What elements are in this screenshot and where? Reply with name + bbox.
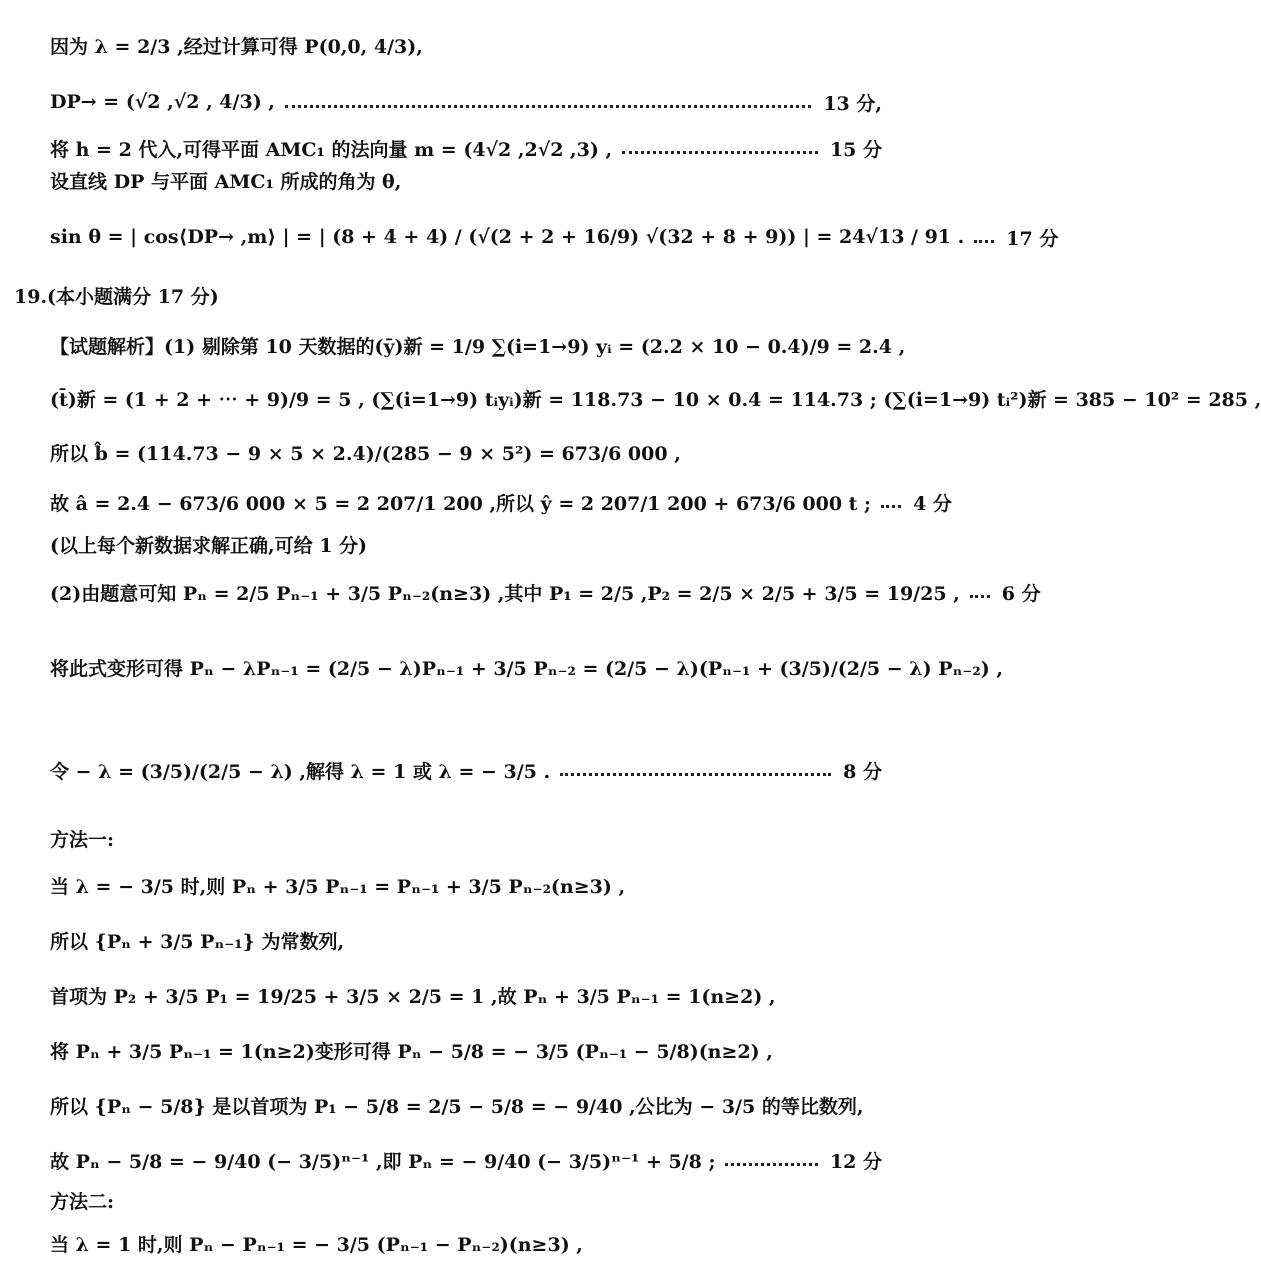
line-text: 令 − λ = (3/5)/(2/5 − λ) ,解得 λ = 1 或 λ = − 3/5 . (50, 760, 551, 783)
line-text: 【试题解析】(1) 剔除第 10 天数据的(ȳ)新 = 1/9 ∑(i=1→9) yᵢ = (2.2 × 10 − 0.4)/9 = 2.4 , (50, 335, 906, 358)
leader-dots (560, 773, 831, 776)
line-constant-sequence (0, 910, 900, 970)
line-text: 所以 {Pₙ − 5/8} 是以首项为 P₁ − 5/8 = 2/5 − 5/8 = − 9/40 ,公比为 − 3/5 的等比数列, (50, 1095, 864, 1118)
line-text: 方法二: (50, 1190, 115, 1213)
leader-dots (881, 505, 901, 508)
score-label: 13 分, (823, 92, 882, 115)
line-y-bar (0, 315, 906, 375)
leader-dots (974, 240, 994, 243)
line-text: 将此式变形可得 Pₙ − λPₙ₋₁ = (2/5 − λ)Pₙ₋₁ + 3/5 Pₙ₋₂ = (2/5 − λ)(Pₙ₋₁ + (3/5)/(2/5 − λ) Pₙ₋₂) , (50, 657, 1003, 680)
line-transform (0, 622, 1003, 712)
line-text: 首项为 P₂ + 3/5 P₁ = 19/25 + 3/5 × 2/5 = 1 ,故 Pₙ + 3/5 Pₙ₋₁ = 1(n≥2) , (50, 985, 776, 1008)
score-label: 12 分 (829, 1150, 882, 1173)
line-method2-case (0, 1213, 900, 1273)
line-sin-theta (0, 192, 1059, 282)
line-text: sin θ = | cos⟨DP→ ,m⟩ | = | (8 + 4 + 4) / (√(2 + 2 + 16/9) √(32 + 8 + 9)) | = 24√13 / 91 . (50, 226, 965, 248)
score-label: 6 分 (1001, 582, 1041, 605)
line-text: 故 â = 2.4 − 673/6 000 × 5 = 2 207/1 200 ,所以 ŷ = 2 207/1 200 + 673/6 000 t ; (50, 492, 872, 515)
line-text: 方法一: (50, 828, 115, 851)
leader-dots (725, 1163, 817, 1166)
method-one-heading (0, 818, 900, 858)
leader-dots (970, 595, 990, 598)
line-text: (2)由题意可知 Pₙ = 2/5 Pₙ₋₁ + 3/5 Pₙ₋₂(n≥3) ,其中 P₁ = 2/5 ,P₂ = 2/5 × 2/5 + 3/5 = 19/25 , (50, 582, 960, 605)
line-method1-case (0, 855, 900, 915)
line-text: (以上每个新数据求解正确,可给 1 分) (50, 534, 368, 557)
line-text: 将 Pₙ + 3/5 Pₙ₋₁ = 1(n≥2)变形可得 Pₙ − 5/8 = − 3/5 (Pₙ₋₁ − 5/8)(n≥2) , (50, 1040, 773, 1063)
line-first-term (0, 965, 900, 1025)
line-a-hat (0, 472, 952, 532)
line-text: 所以 b̂ = (114.73 − 9 × 5 × 2.4)/(285 − 9 × 5²) = 673/6 000 , (50, 442, 681, 465)
question-19-header (0, 275, 900, 315)
score-label: 4 分 (913, 492, 952, 515)
line-t-bar-sums (0, 368, 1261, 428)
line-vector-dp (0, 72, 900, 132)
line-text: 所以 {Pₙ + 3/5 Pₙ₋₁} 为常数列, (50, 930, 345, 953)
line-text: 当 λ = 1 时,则 Pₙ − Pₙ₋₁ = − 3/5 (Pₙ₋₁ − Pₙ₋₂)(n≥3) , (50, 1233, 583, 1256)
line-recurrence (0, 562, 1041, 622)
score-label: 17 分 (1006, 227, 1059, 250)
line-text: 故 Pₙ − 5/8 = − 9/40 (− 3/5)ⁿ⁻¹ ,即 Pₙ = − 9/40 (− 3/5)ⁿ⁻¹ + 5/8 ; (50, 1150, 716, 1173)
line-solve-lambda (0, 725, 900, 815)
leader-dots (622, 151, 818, 154)
line-grading-note (0, 524, 900, 564)
line-text: 将 h = 2 代入,可得平面 AMC₁ 的法向量 m = (4√2 ,2√2 ,3) , (50, 138, 613, 161)
line-text: 设直线 DP 与平面 AMC₁ 所成的角为 θ, (50, 170, 402, 193)
line-lambda-point-p (0, 15, 900, 75)
score-label: 8 分 (843, 760, 882, 783)
line-text: (t̄)新 = (1 + 2 + ⋯ + 9)/9 = 5 , (∑(i=1→9) tᵢyᵢ)新 = 118.73 − 10 × 0.4 = 114.73 ; (∑(i=1→9) tᵢ²)新 = 385 − 10² = 285 , (50, 388, 1261, 411)
leader-dots (285, 105, 811, 108)
line-text: 19.(本小题满分 17 分) (14, 285, 219, 308)
line-text: 当 λ = − 3/5 时,则 Pₙ + 3/5 Pₙ₋₁ = Pₙ₋₁ + 3/5 Pₙ₋₂(n≥3) , (50, 875, 626, 898)
line-text: DP→ = (√2 ,√2 , 4/3) , (50, 91, 275, 113)
line-text: 因为 λ = 2/3 ,经过计算可得 P(0,0, 4/3), (50, 35, 423, 58)
line-transform-2 (0, 1020, 900, 1080)
score-label: 15 分 (829, 138, 882, 161)
line-geometric-sequence (0, 1075, 900, 1135)
